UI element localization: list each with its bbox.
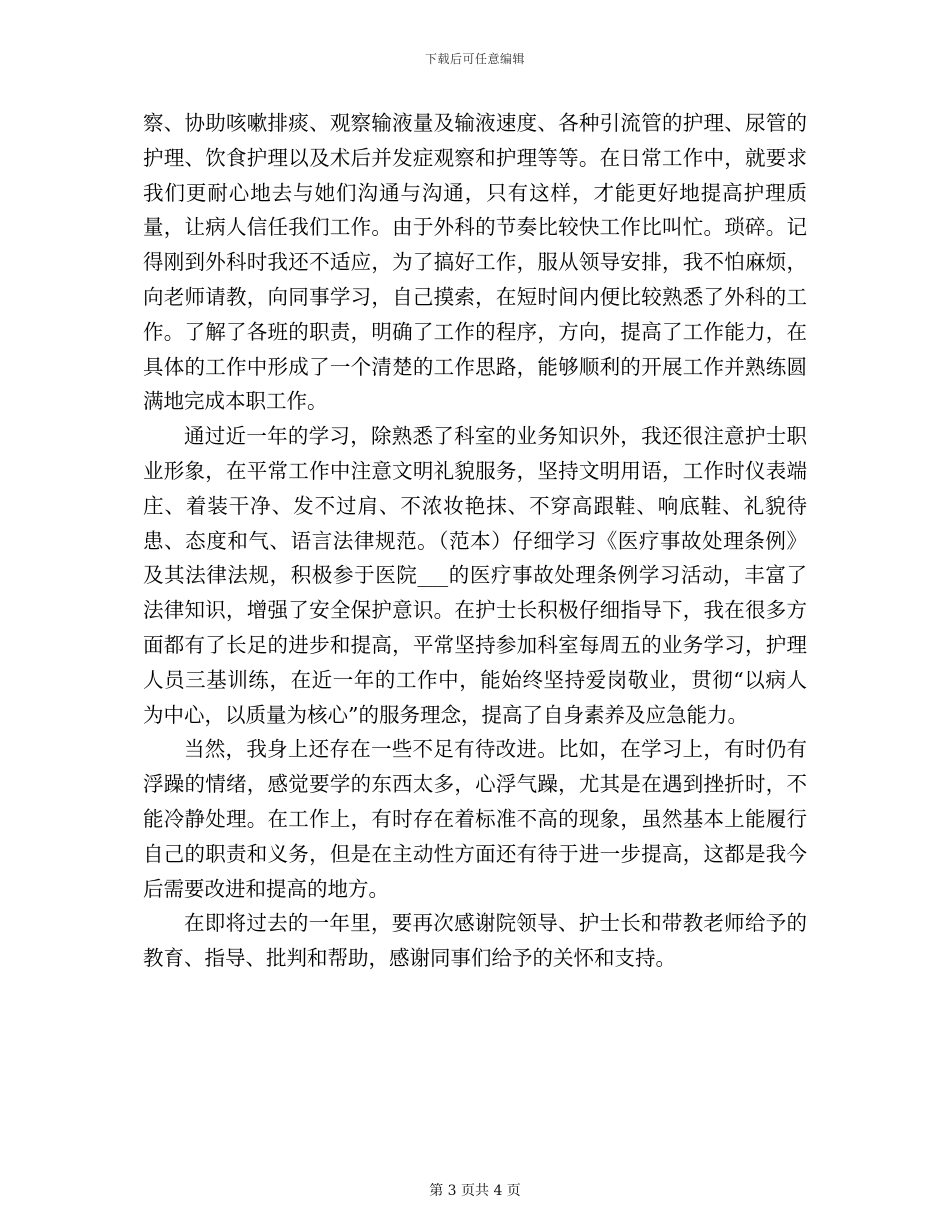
page-header: 下载后可任意编辑 — [424, 52, 525, 66]
paragraph-1: 察、协助咳嗽排痰、观察输液量及输液速度、各种引流管的护理、尿管的护理、饮食护理以及术后并发症观察和护理等等。在日常工作中，就要求我们更耐心地去与她们沟通与沟通，只有这样，才能更好地提高护理质量，让病人信任我们工作。由于外科的节奏比较快工作比叫忙。琐碎。记得刚到外科时我还不适应，为了搞好工作，服从领导安排，我不怕麻烦，向老师请教，向同事学习，自己摸索，在短时间内便比较熟悉了外科的工作。了解了各班的职责，明确了工作的程序，方向，提高了工作能力，在具体的工作中形成了一个清楚的工作思路，能够顺利的开展工作并熟练圆满地完成本职工作。 — [143, 111, 807, 414]
document-body — [143, 106, 807, 976]
paragraph-3: 当然，我身上还存在一些不足有待改进。比如，在学习上，有时仍有浮躁的情绪，感觉要学的东西太多，心浮气躁，尤其是在遇到挫折时，不能冷静处理。在工作上，有时存在着标准不高的现象，虽然基本上能履行自己的职责和义务，但是在主动性方面还有待于进一步提高，这都是我今后需要改进和提高的地方。 — [143, 737, 807, 901]
paragraph-2: 通过近一年的学习，除熟悉了科室的业务知识外，我还很注意护士职业形象，在平常工作中注意文明礼貌服务，坚持文明用语，工作时仪表端庄、着装干净、发不过肩、不浓妆艳抹、不穿高跟鞋、响底鞋、礼貌待患、态度和气、语言法律规范。（范本）仔细学习《医疗事故处理条例》及其法律法规，积极参于医院___的医疗事故处理条例学习活动，丰富了法律知识，增强了安全保护意识。在护士长积极仔细指导下，我在很多方面都有了长足的进步和提高，平常坚持参加科室每周五的业务学习，护理人员三基训练，在近一年的工作中，能始终坚持爱岗敬业，贯彻“以病人为中心，以质量为核心”的服务理念，提高了自身素养及应急能力。 — [143, 424, 807, 727]
page-number: 第 3 页共 4 页 — [429, 1183, 521, 1199]
paragraph-4: 在即将过去的一年里，要再次感谢院领导、护士长和带教老师给予的教育、指导、批判和帮助，感谢同事们给予的关怀和支持。 — [143, 911, 807, 971]
